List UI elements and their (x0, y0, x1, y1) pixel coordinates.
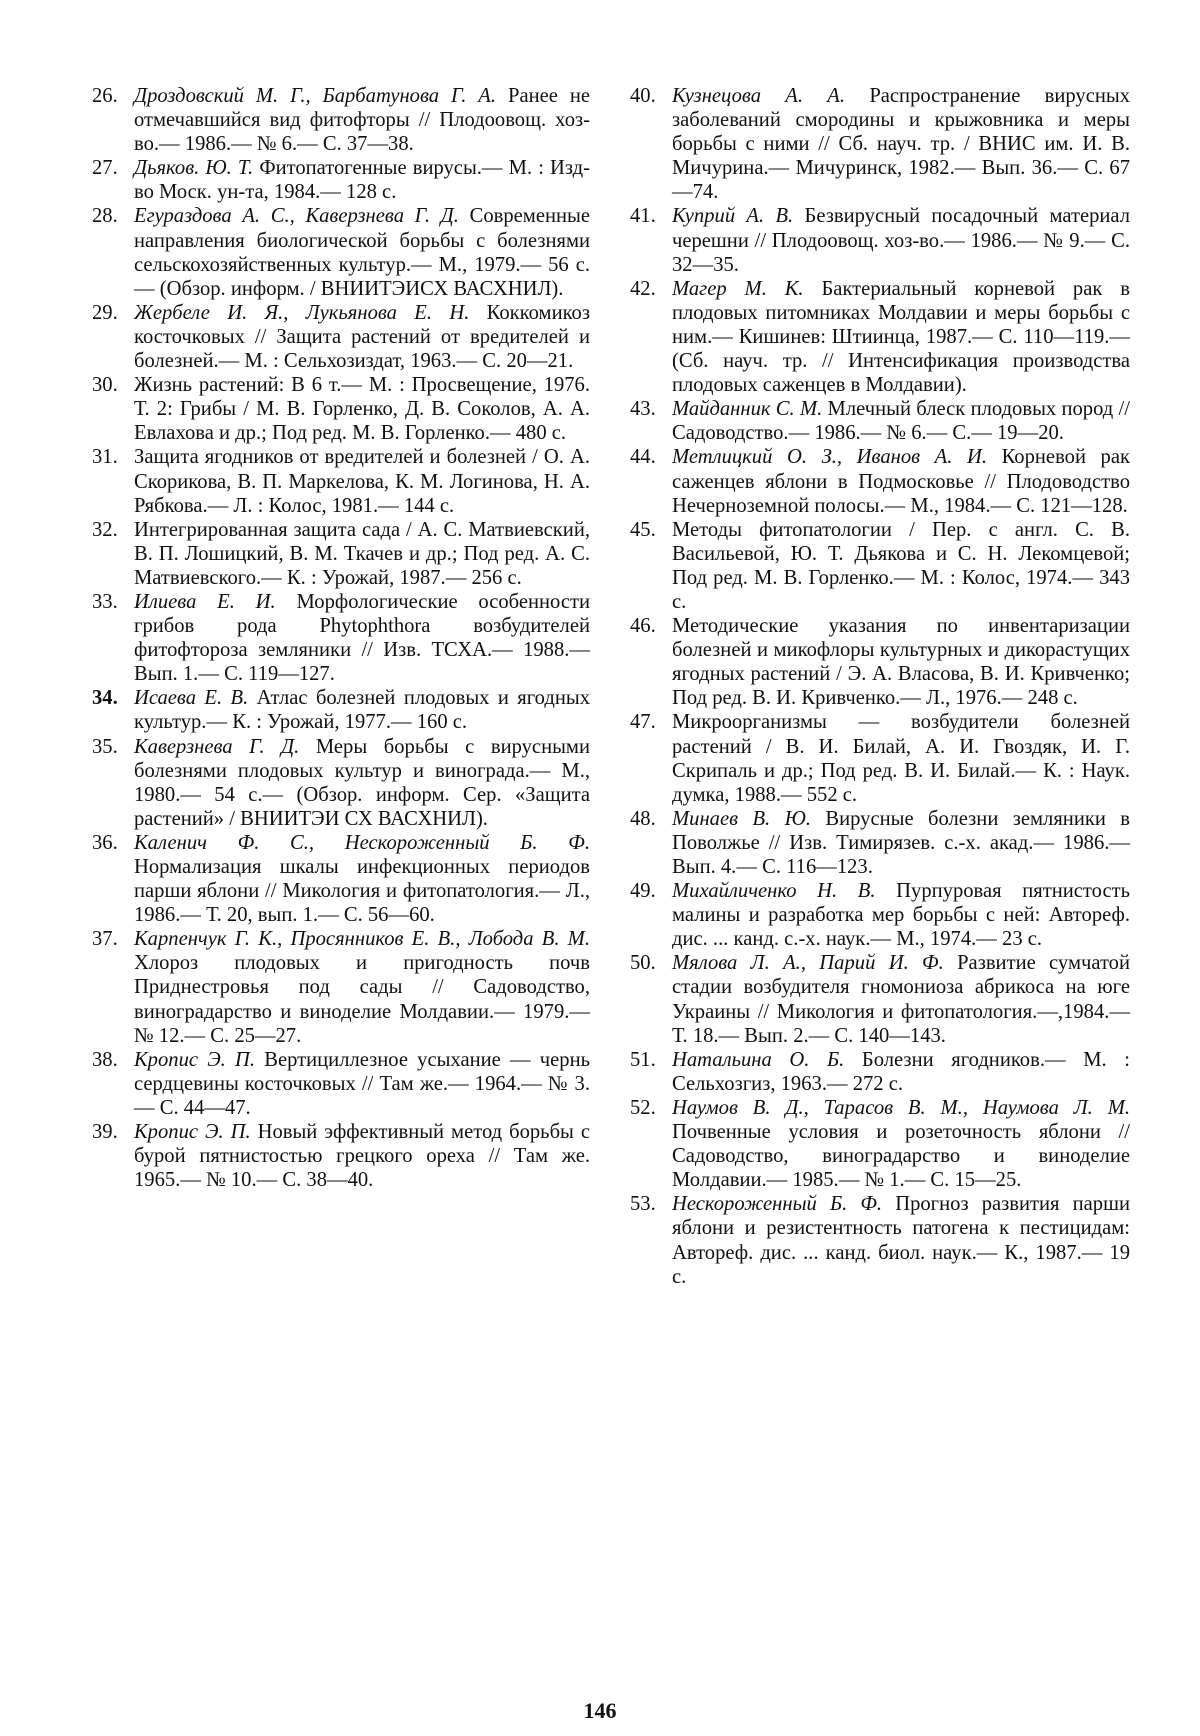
reference-text: Пурпуровая пятнистость малины и разработка мер борьбы с ней: Автореф. дис. ... канд. с.-х. наук.— М., 1974.— 23 с. (672, 880, 1130, 951)
reference-number: 50. (630, 952, 656, 975)
reference-authors: Дьяков. Ю. Т. (134, 157, 254, 180)
reference-text: Нормализация шкалы инфекционных периодов парши яблони // Микология и фитопатология.— Л., 1986.— Т. 20, вып. 1.— С. 56—60. (134, 856, 590, 927)
reference-text: Ранее не отмечавшийся вид фитофторы // Плодоовощ. хоз-во.— 1986.— № 6.— С. 37—38. (134, 85, 590, 156)
reference-entry (92, 445, 590, 517)
reference-text: Современные направления биологической борьбы с болезнями сельскохозяйственных культур.— М., 1979.— 56 с.— (Обзор. информ. / ВНИИТЭИСХ ВАСХНИЛ). (134, 205, 590, 300)
reference-number: 51. (630, 1048, 656, 1071)
reference-entry (92, 156, 590, 204)
reference-text: Бактериальный корневой рак в плодовых питомниках Молдавии и меры борьбы с ним.— Кишинев: Штиинца, 1987.— С. 110—119.— (Сб. науч. тр. // Интенсификация производства плодовых саженцев в Молдавии). (672, 277, 1130, 397)
reference-text: Жизнь растений: В 6 т.— М. : Просвещение, 1976. Т. 2: Грибы / М. В. Горленко, Д. В. Соколов, А. А. Евлахова и др.; Под ред. М. В. Горленко.— 480 с. (134, 374, 590, 445)
reference-entry (630, 1192, 1130, 1288)
reference-text: Распространение вирусных заболеваний смородины и крыжовника и меры борьбы с ними // Сб. науч. тр. / ВНИС им. И. В. Мичурина.— Мичуринск, 1982.— Вып. 36.— С. 67—74. (672, 85, 1130, 204)
reference-entry (92, 735, 590, 831)
reference-number: 41. (630, 205, 656, 228)
right-column (630, 84, 1130, 1289)
reference-number: 44. (630, 446, 656, 469)
reference-authors: Кропис Э. П. (134, 1121, 251, 1144)
reference-text: Вирусные болезни земляники в Поволжье // Изв. Тимирязев. с.-х. акад.— 1986.— Вып. 4.— С. 116—123. (672, 807, 1130, 878)
reference-entry (630, 879, 1130, 951)
reference-entry (630, 204, 1130, 276)
reference-text: Вертициллезное усыхание — чернь сердцевины косточковых // Там же.— 1964.— № 3.— С. 44—47. (134, 1048, 590, 1119)
reference-number: 39. (92, 1121, 118, 1144)
reference-authors: Жербеле И. Я., Лукьянова Е. Н. (134, 301, 470, 324)
reference-number: 48. (630, 807, 656, 830)
reference-authors: Каленич Ф. С., Нескороженный Б. Ф. (134, 831, 590, 854)
reference-text: Интегрированная защита сада / А. С. Матвиевский, В. П. Лошицкий, В. М. Ткачев и др.; Под ред. А. С. Матвиевского.— К. : Урожай, 1987.— 256 с. (134, 518, 590, 589)
reference-entry (630, 807, 1130, 879)
reference-authors: Исаева Е. В. (134, 687, 249, 710)
reference-number: 32. (92, 518, 118, 541)
left-column (92, 84, 590, 1192)
reference-text: Меры борьбы с вирусными болезнями плодовых культур и винограда.— М., 1980.— 54 с.— (Обзор. информ. Сер. «Защита растений» / ВНИИТЭИ СХ ВАСХНИЛ). (134, 735, 590, 830)
reference-text: Защита ягодников от вредителей и болезней / О. А. Скорикова, В. П. Маркелова, К. М. Логинова, Н. А. Рябкова.— Л. : Колос, 1981.— 144 с. (134, 446, 590, 517)
reference-number: 26. (92, 85, 118, 107)
reference-entry (630, 614, 1130, 710)
reference-number: 34. (92, 687, 118, 710)
reference-entry (630, 445, 1130, 517)
reference-entry (92, 301, 590, 373)
reference-authors: Каверзнева Г. Д. (134, 735, 300, 758)
reference-number: 45. (630, 518, 656, 541)
reference-text: Болезни ягодников.— М. : Сельхозгиз, 1963.— 272 с. (672, 1048, 1130, 1095)
reference-text: Почвенные условия и розеточность яблони // Садоводство, виноградарство и виноделие Молдавии.— 1985.— № 1.— С. 15—25. (672, 1121, 1130, 1192)
reference-entry (92, 927, 590, 1047)
reference-text: Методические указания по инвентаризации болезней и микофлоры культурных и дикорастущих ягодных растений / Э. А. Власова, В. И. Кривченко; Под ред. В. И. Кривченко.— Л., 1976.— 248 с. (672, 615, 1130, 710)
reference-number: 31. (92, 446, 118, 469)
reference-authors: Магер М. К. (672, 277, 804, 300)
reference-number: 27. (92, 157, 118, 180)
reference-text: Коккомикоз косточковых // Защита растений от вредителей и болезней.— М. : Сельхозиздат, 1963.— С. 20—21. (134, 301, 590, 373)
reference-text: Безвирусный посадочный материал черешни // Плодоовощ. хоз-во.— 1986.— № 9.— С. 32—35. (672, 205, 1131, 276)
reference-number: 52. (630, 1096, 656, 1119)
reference-entry (92, 204, 590, 300)
reference-number: 47. (630, 711, 656, 734)
reference-number: 40. (630, 85, 656, 107)
reference-entry (92, 590, 590, 686)
reference-authors: Михайличенко Н. В. (672, 880, 876, 903)
reference-entry (630, 710, 1130, 806)
reference-text: Млечный блеск плодовых пород // Садоводство.— 1986.— № 6.— С.— 19—20. (672, 398, 1130, 445)
reference-text: Атлас болезней плодовых и ягодных культур.— К. : Урожай, 1977.— 160 с. (134, 687, 590, 734)
reference-number: 35. (92, 735, 118, 758)
reference-text: Методы фитопатологии / Пер. с англ. С. В. Васильевой, Ю. Т. Дьякова и С. Н. Лекомцевой; Под ред. М. В. Горленко.— М. : Колос, 1974.— 343 с. (672, 518, 1130, 613)
reference-text: Новый эффективный метод борьбы с бурой пятнистостью грецкого ореха // Там же. 1965.— № 10.— С. 38—40. (134, 1121, 590, 1192)
reference-number: 29. (92, 301, 118, 324)
reference-number: 49. (630, 880, 656, 903)
reference-text: Прогноз развития парши яблони и резистентность патогена к пестицидам: Автореф. дис. ... канд. биол. наук.— К., 1987.— 19 с. (672, 1193, 1130, 1288)
reference-number: 42. (630, 277, 656, 300)
reference-entry (92, 1048, 590, 1120)
reference-entry (92, 831, 590, 927)
reference-authors: Куприй А. В. (672, 205, 794, 228)
reference-entry (92, 518, 590, 590)
reference-number: 36. (92, 831, 118, 854)
page-number: 146 (583, 1698, 617, 1723)
reference-entry (630, 1096, 1130, 1192)
reference-authors: Майданник С. М. (672, 398, 823, 421)
reference-entry (630, 84, 1130, 204)
reference-authors: Кропис Э. П. (134, 1048, 256, 1071)
reference-authors: Егураздова А. С., Каверзнева Г. Д. (134, 205, 459, 228)
reference-number: 28. (92, 205, 118, 228)
reference-entry (92, 84, 590, 156)
reference-text: Корневой рак саженцев яблони в Подмосковье // Плодоводство Нечерноземной полосы.— М., 1984.— С. 121—128. (672, 446, 1130, 517)
reference-entry (630, 277, 1130, 397)
reference-number: 53. (630, 1193, 656, 1216)
reference-entry (630, 397, 1130, 445)
reference-text: Фитопатогенные вирусы.— М. : Изд-во Моск. ун-та, 1984.— 128 с. (134, 157, 591, 204)
reference-number: 38. (92, 1048, 118, 1071)
reference-authors: Нескороженный Б. Ф. (672, 1193, 883, 1216)
reference-authors: Метлицкий О. З., Иванов А. И. (672, 446, 988, 469)
reference-number: 30. (92, 374, 118, 397)
reference-number: 37. (92, 928, 118, 951)
reference-entry (630, 518, 1130, 614)
reference-entry (630, 1048, 1130, 1096)
reference-text: Морфологические особенности грибов рода Phytophthora возбудителей фитофтороза земляники // Изв. ТСХА.— 1988.— Вып. 1.— С. 119—127. (134, 590, 590, 686)
reference-text: Хлороз плодовых и пригодность почв Приднестровья под сады // Садоводство, виноградарство и виноделие Молдавии.— 1979.— № 12.— С. 25—27. (134, 952, 590, 1047)
reference-text: Микроорганизмы — возбудители болезней растений / В. И. Билай, А. И. Гвоздяк, И. Г. Скрипаль и др.; Под ред. В. И. Билай.— К. : Наук. думка, 1988.— 552 с. (672, 711, 1130, 806)
reference-authors: Натальина О. Б. (672, 1048, 845, 1071)
reference-entry (92, 686, 590, 734)
reference-authors: Карпенчук Г. К., Просянников Е. В., Лобода В. М. (134, 928, 590, 951)
reference-authors: Дроздовский М. Г., Барбатунова Г. А. (134, 85, 497, 107)
reference-authors: Кузнецова А. А. (672, 85, 846, 107)
reference-number: 33. (92, 590, 118, 613)
reference-authors: Илиева Е. И. (134, 590, 276, 613)
reference-entry (92, 373, 590, 445)
reference-authors: Наумов В. Д., Тарасов В. М., Наумова Л. М. (672, 1096, 1130, 1119)
reference-entry (630, 951, 1130, 1047)
reference-authors: Мялова Л. А., Парий И. Ф. (672, 952, 944, 975)
reference-text: Развитие сумчатой стадии возбудителя гномониоза абрикоса на юге Украины // Микология и фитопатология.—,1984.— Т. 18.— Вып. 2.— С. 140—143. (672, 952, 1130, 1047)
reference-number: 46. (630, 615, 656, 638)
reference-authors: Минаев В. Ю. (672, 807, 811, 830)
reference-entry (92, 1120, 590, 1192)
reference-number: 43. (630, 398, 656, 421)
